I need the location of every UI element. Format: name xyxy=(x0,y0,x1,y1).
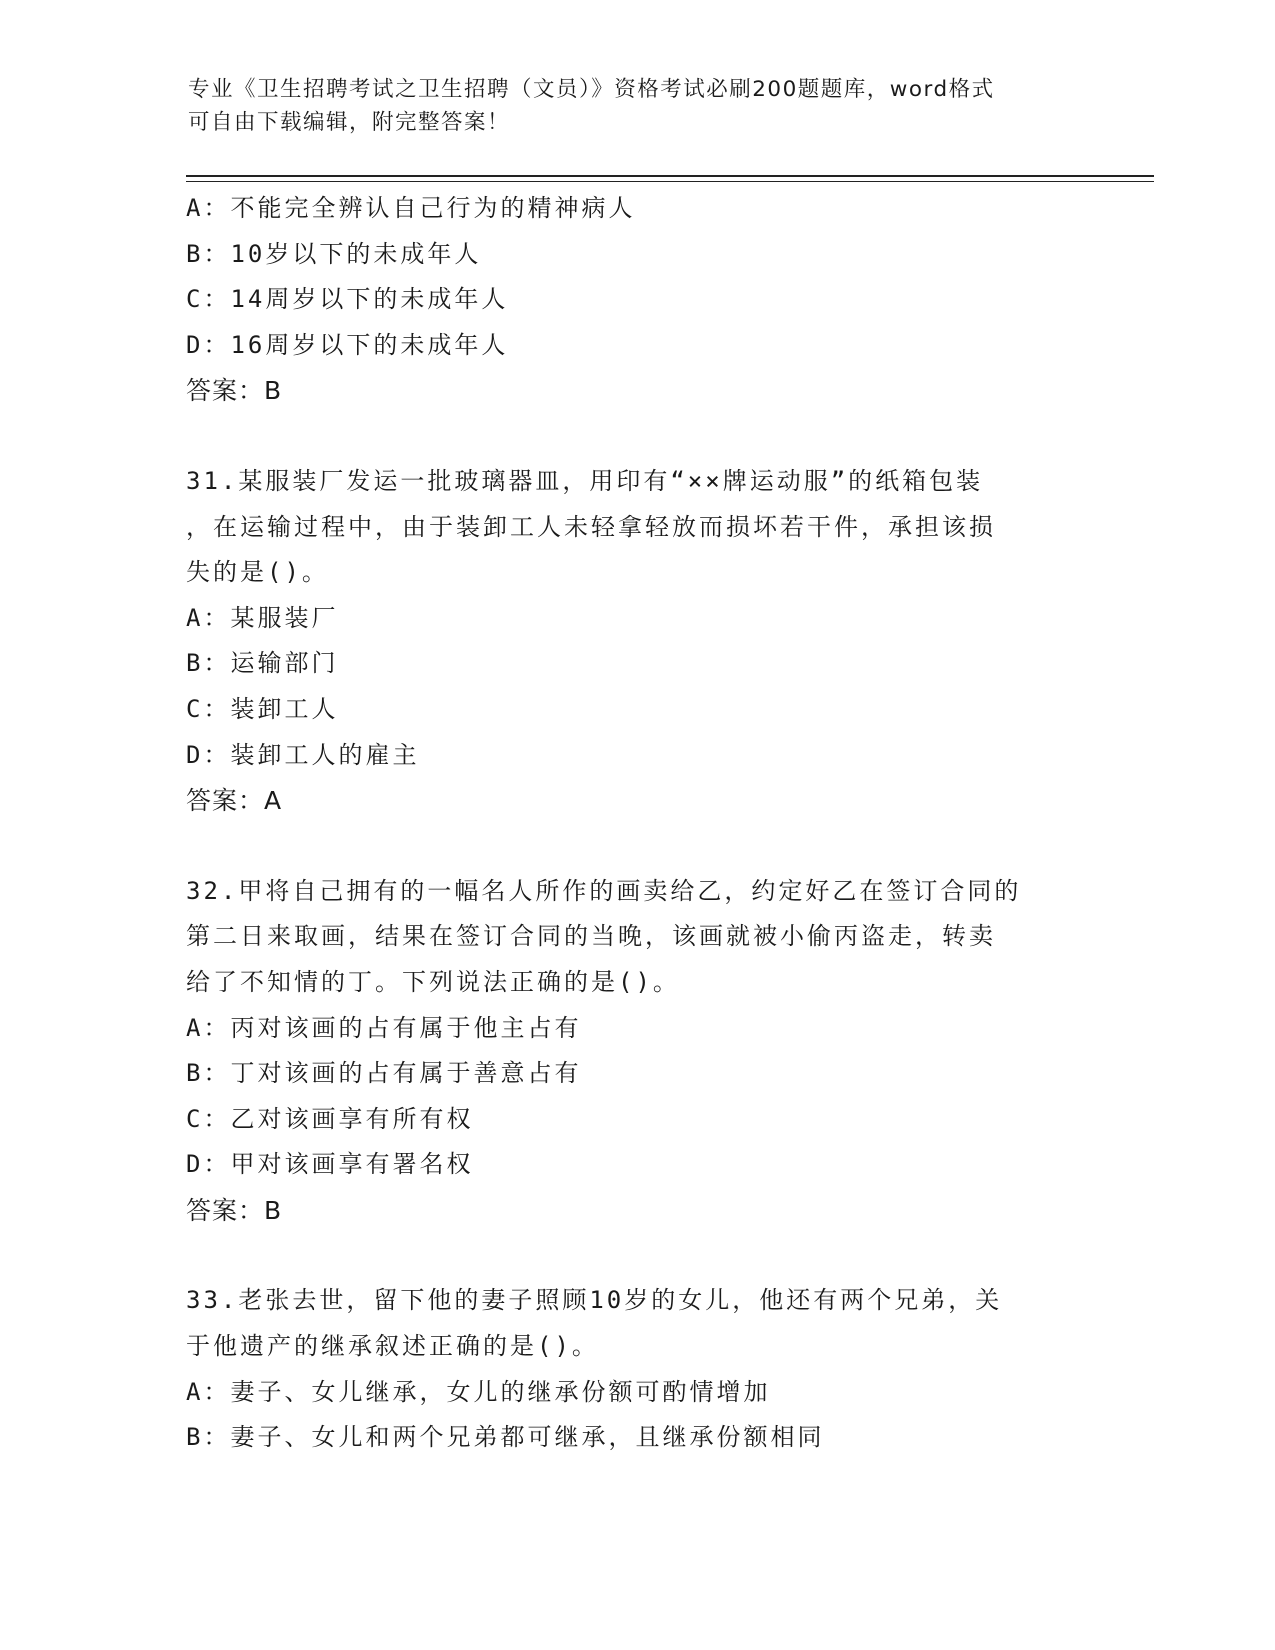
question-stem-line: 32.甲将自己拥有的一幅名人所作的画卖给乙，约定好乙在签订合同的 xyxy=(186,876,1022,905)
option-a: A：丙对该画的占有属于他主占有 xyxy=(186,1013,582,1042)
question-32 xyxy=(186,869,1086,1234)
question-spacer xyxy=(186,414,1086,459)
option-d: D：装卸工人的雇主 xyxy=(186,740,420,769)
question-31 xyxy=(186,459,1086,824)
question-30 xyxy=(186,186,1086,414)
question-stem-line: ，在运输过程中，由于装卸工人未轻拿轻放而损坏若干件，承担该损 xyxy=(186,512,996,541)
question-stem-line: 于他遗产的继承叙述正确的是()。 xyxy=(186,1332,599,1361)
header-title-line-1: 专业《卫生招聘考试之卫生招聘（文员）》资格考试必刷200题题库，word格式 xyxy=(188,77,995,102)
question-list xyxy=(186,186,1086,1461)
header-divider-thin xyxy=(186,181,1154,182)
option-d: D：16周岁以下的未成年人 xyxy=(186,330,509,359)
option-c: C：14周岁以下的未成年人 xyxy=(186,285,509,314)
option-b: B：运输部门 xyxy=(186,649,339,678)
option-b: B：妻子、女儿和两个兄弟都可继承，且继承份额相同 xyxy=(186,1423,825,1452)
question-stem-line: 33.老张去世，留下他的妻子照顾10岁的女儿，他还有两个兄弟，关 xyxy=(186,1286,1003,1315)
answer-line: 答案：B xyxy=(186,376,283,406)
option-c: C：乙对该画享有所有权 xyxy=(186,1104,474,1133)
option-a: A：妻子、女儿继承，女儿的继承份额可酌情增加 xyxy=(186,1377,771,1406)
option-d: D：甲对该画享有署名权 xyxy=(186,1150,474,1179)
question-33 xyxy=(186,1278,1086,1460)
option-c: C：装卸工人 xyxy=(186,694,339,723)
option-b: B：丁对该画的占有属于善意占有 xyxy=(186,1059,582,1088)
option-a: A：某服装厂 xyxy=(186,603,339,632)
header-divider-thick xyxy=(186,175,1154,177)
question-spacer xyxy=(186,1233,1086,1278)
question-spacer xyxy=(186,824,1086,869)
question-stem-line: 第二日来取画，结果在签订合同的当晚，该画就被小偷丙盗走，转卖 xyxy=(186,922,996,951)
answer-line: 答案：A xyxy=(186,786,283,816)
question-stem-line: 给了不知情的丁。下列说法正确的是()。 xyxy=(186,967,680,996)
document-header xyxy=(188,73,1068,139)
option-a: A：不能完全辨认自己行为的精神病人 xyxy=(186,194,636,222)
question-stem-line: 失的是()。 xyxy=(186,558,329,587)
header-title-line-2: 可自由下载编辑，附完整答案！ xyxy=(188,110,511,135)
answer-line: 答案：B xyxy=(186,1195,283,1225)
option-b: B：10岁以下的未成年人 xyxy=(186,239,482,268)
question-stem-line: 31.某服装厂发运一批玻璃器皿，用印有“××牌运动服”的纸箱包装 xyxy=(186,466,984,495)
